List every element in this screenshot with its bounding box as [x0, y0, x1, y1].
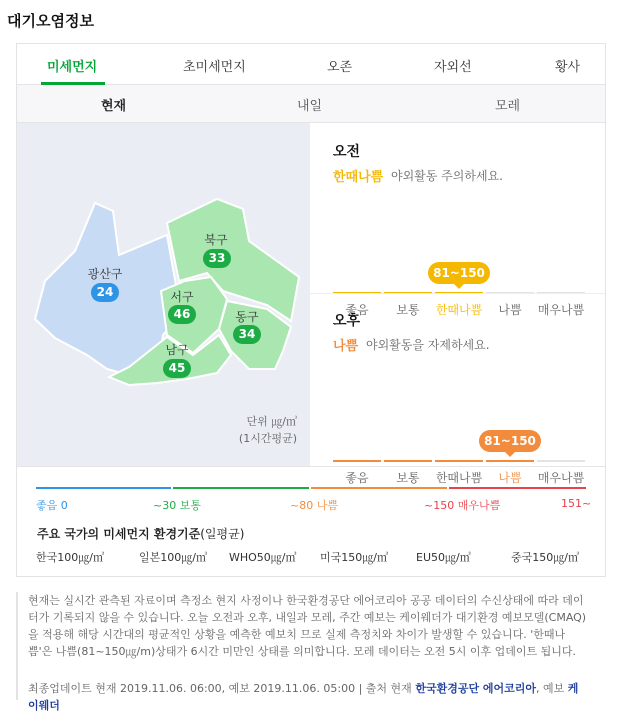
air-quality-card [16, 43, 606, 577]
scale-bar-bad [311, 487, 447, 489]
status-message: 야외활동을 자제하세요. [366, 338, 490, 352]
district-map [17, 123, 310, 466]
standard-item: EU50㎍/㎥ [416, 551, 471, 564]
level-label: 매우나쁨 [537, 303, 585, 317]
status-label: 한때나쁨 [333, 170, 384, 185]
scale-label: 151~ [561, 497, 592, 510]
range-bubble: 81~150 [428, 262, 490, 284]
standard-item: 한국100㎍/㎥ [36, 551, 104, 564]
level-bar [333, 460, 381, 462]
district-name: 북구 [204, 233, 228, 247]
kweather-link[interactable]: 케이웨더 [28, 682, 579, 712]
district-value-badge[interactable]: 45 [163, 359, 191, 378]
status-message: 야외활동 주의하세요. [391, 169, 503, 183]
level-label: 한때나쁨 [435, 303, 483, 317]
standards-title: 주요 국가의 미세먼지 환경기준(일평균) [37, 527, 245, 541]
tab-ozone[interactable]: 오존 [327, 60, 353, 75]
tab-fine-dust[interactable]: 미세먼지 [47, 60, 98, 75]
period-label: 오후 [333, 313, 361, 329]
status-label: 나쁨 [333, 339, 359, 354]
district-value-badge[interactable]: 34 [233, 325, 261, 344]
level-label: 나쁨 [498, 303, 522, 317]
scale-bar-good [36, 487, 171, 489]
level-label: 한때나쁨 [435, 471, 483, 485]
range-bubble: 81~150 [479, 430, 541, 452]
tab-day-after[interactable]: 모레 [495, 99, 521, 114]
district-name: 서구 [170, 290, 194, 304]
standard-item: 중국150㎍/㎥ [511, 551, 579, 564]
district-value-badge[interactable]: 33 [203, 249, 231, 268]
period-label: 오전 [333, 144, 361, 160]
tab-ultrafine-dust[interactable]: 초미세먼지 [183, 60, 246, 75]
scale-label: ~150 매우나쁨 [424, 499, 501, 512]
standard-item: 일본100㎍/㎥ [139, 551, 207, 564]
district-name: 동구 [235, 310, 259, 324]
level-label: 보통 [396, 471, 420, 485]
morning-forecast [310, 123, 605, 317]
pollutant-tabs [17, 44, 605, 85]
level-bar [486, 460, 534, 462]
scale-bar-normal [173, 487, 309, 489]
district-name: 남구 [165, 343, 189, 357]
level-scale [17, 466, 605, 577]
note-divider [16, 592, 18, 700]
scale-bar-very-bad [449, 487, 586, 489]
airkorea-link[interactable]: 한국환경공단 에어코리아 [415, 682, 537, 695]
page-title: 대기오염정보 [7, 12, 94, 30]
day-tabs [17, 85, 605, 123]
update-footer: 최종업데이트 현재 2019.11.06. 06:00, 예보 2019.11.06. 05:00 | 출처 현재 한국환경공단 에어코리아, 예보 케이웨더 [28, 682, 579, 712]
district-value-badge[interactable]: 46 [168, 305, 196, 324]
tab-tomorrow[interactable]: 내일 [297, 99, 323, 114]
level-label: 보통 [396, 303, 420, 317]
tab-yellow-dust[interactable]: 황사 [555, 60, 581, 75]
district-name: 광산구 [87, 267, 123, 281]
afternoon-forecast [310, 294, 605, 485]
scale-label: 좋음 0 [36, 499, 68, 512]
level-label: 매우나쁨 [537, 471, 585, 485]
scale-label: ~30 보통 [153, 499, 201, 512]
level-label: 나쁨 [498, 471, 522, 485]
level-label: 좋음 [345, 471, 369, 485]
level-label: 좋음 [345, 303, 369, 317]
district-value-badge[interactable]: 24 [91, 283, 119, 302]
scale-label: ~80 나쁨 [290, 499, 338, 512]
tab-uv[interactable]: 자외선 [434, 60, 472, 75]
standard-item: 미국150㎍/㎥ [320, 551, 388, 564]
data-disclaimer: 현재는 실시간 관측된 자료이며 측정소 현지 사정이나 한국환경공단 에어코리아 공공 데이터의 수신상태에 따라 데이터가 기록되지 않을 수 있습니다. 오늘 오전과 오후, 내일과 모레, 주간 예보는 케이웨더가 대기환경 예보모델(CMAQ)을 적용해 해당 시간대의 평균적인 상황을 예측한 예보치 므로 실제 측정치와 차이가 발생할 수 있습니다. '한때나쁨'은 나쁨(81~150㎍/m)상태가 6시간 미만인 상태를 의미합니다. 모레 데이터는 오전 5시 이후 업데이트 됩니다. [28, 594, 587, 658]
level-bar [384, 460, 432, 462]
tab-now[interactable]: 현재 [101, 99, 127, 114]
level-bar [435, 460, 483, 462]
standard-item: WHO50㎍/㎥ [229, 551, 297, 564]
unit-note: 단위 ㎍/㎥ (1시간평균) [238, 415, 297, 445]
level-bar [537, 460, 585, 462]
